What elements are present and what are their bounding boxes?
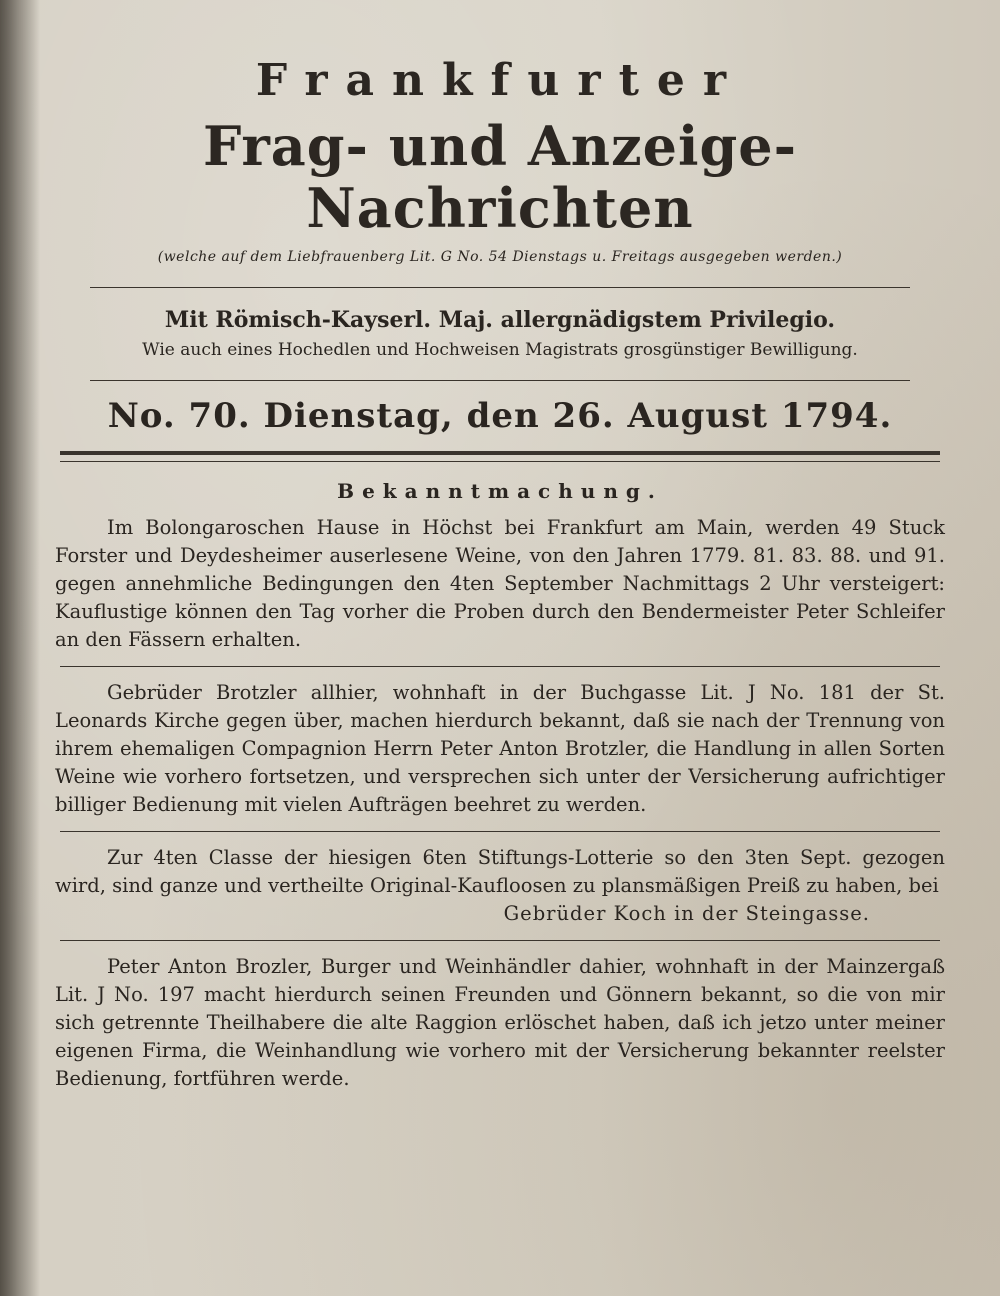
privilege-line-2: Wie auch eines Hochedlen und Hochweisen Magistrats grosgünstiger Bewilligung.	[142, 340, 858, 360]
masthead-top: Frankfurter	[255, 55, 745, 106]
notice	[55, 953, 945, 1093]
masthead-title: Frag- und Anzeige-Nachrichten	[202, 114, 798, 240]
masthead-subline: (welche auf dem Liebfrauenberg Lit. G No. 54 Dienstags u. Freitags ausgegeben werden.)	[157, 249, 843, 265]
page-content	[55, 55, 945, 1093]
notice-text: Zur 4ten Classe der hiesigen 6ten Stiftungs-Lotterie so den 3ten Sept. gezogen wird, sind ganze und vertheilte Original-Kaufloosen zu plansmäßigen Preiß zu haben, bei	[55, 846, 945, 897]
notice-signature: Gebrüder Koch in der Steingasse.	[503, 902, 870, 925]
divider	[90, 287, 910, 288]
divider	[60, 940, 940, 941]
divider	[60, 666, 940, 667]
divider	[60, 461, 940, 462]
privilege-line-1: Mit Römisch-Kayserl. Maj. allergnädigstem Privilegio.	[164, 307, 836, 333]
issue-line: No. 70. Dienstag, den 26. August 1794.	[107, 396, 893, 436]
notice	[55, 514, 945, 654]
divider	[90, 380, 910, 381]
notice-text: Im Bolongaroschen Hause in Höchst bei Frankfurt am Main, werden 49 Stuck Forster und Deydesheimer auserlesene Weine, von den Jahren 1779. 81. 83. 88. und 91. gegen annehmliche Bedingungen den 4ten September Nachmittags 2 Uhr versteigert: Kauflustige können den Tag vorher die Proben durch den Bendermeister Peter Schleifer an den Fässern erhalten.	[55, 516, 945, 651]
section-heading: Bekanntmachung.	[337, 479, 663, 503]
notice-text: Gebrüder Brotzler allhier, wohnhaft in der Buchgasse Lit. J No. 181 der St. Leonards Kirche gegen über, machen hierdurch bekannt, daß sie nach der Trennung von ihrem ehemaligen Compagnion Herrn Peter Anton Brotzler, die Handlung in allen Sorten Weine wie vorhero fortsetzen, und versprechen sich unter der Versicherung aufrichtiger billiger Bedienung mit vielen Aufträgen beehret zu werden.	[55, 681, 945, 816]
notice	[55, 679, 945, 819]
notice-text: Peter Anton Brozler, Burger und Weinhändler dahier, wohnhaft in der Mainzergaß Lit. J No. 197 macht hierdurch seinen Freunden und Gönnern bekannt, so die von mir sich getrennte Theilhabere die alte Raggion erlöschet haben, daß ich jetzo unter meiner eigenen Firma, die Weinhandlung wie vorhero mit der Versicherung bekannter reelster Bedienung, fortführen werde.	[55, 955, 945, 1090]
spine-shadow	[0, 0, 40, 1296]
divider	[60, 451, 940, 455]
divider	[60, 831, 940, 832]
notice	[55, 844, 945, 928]
